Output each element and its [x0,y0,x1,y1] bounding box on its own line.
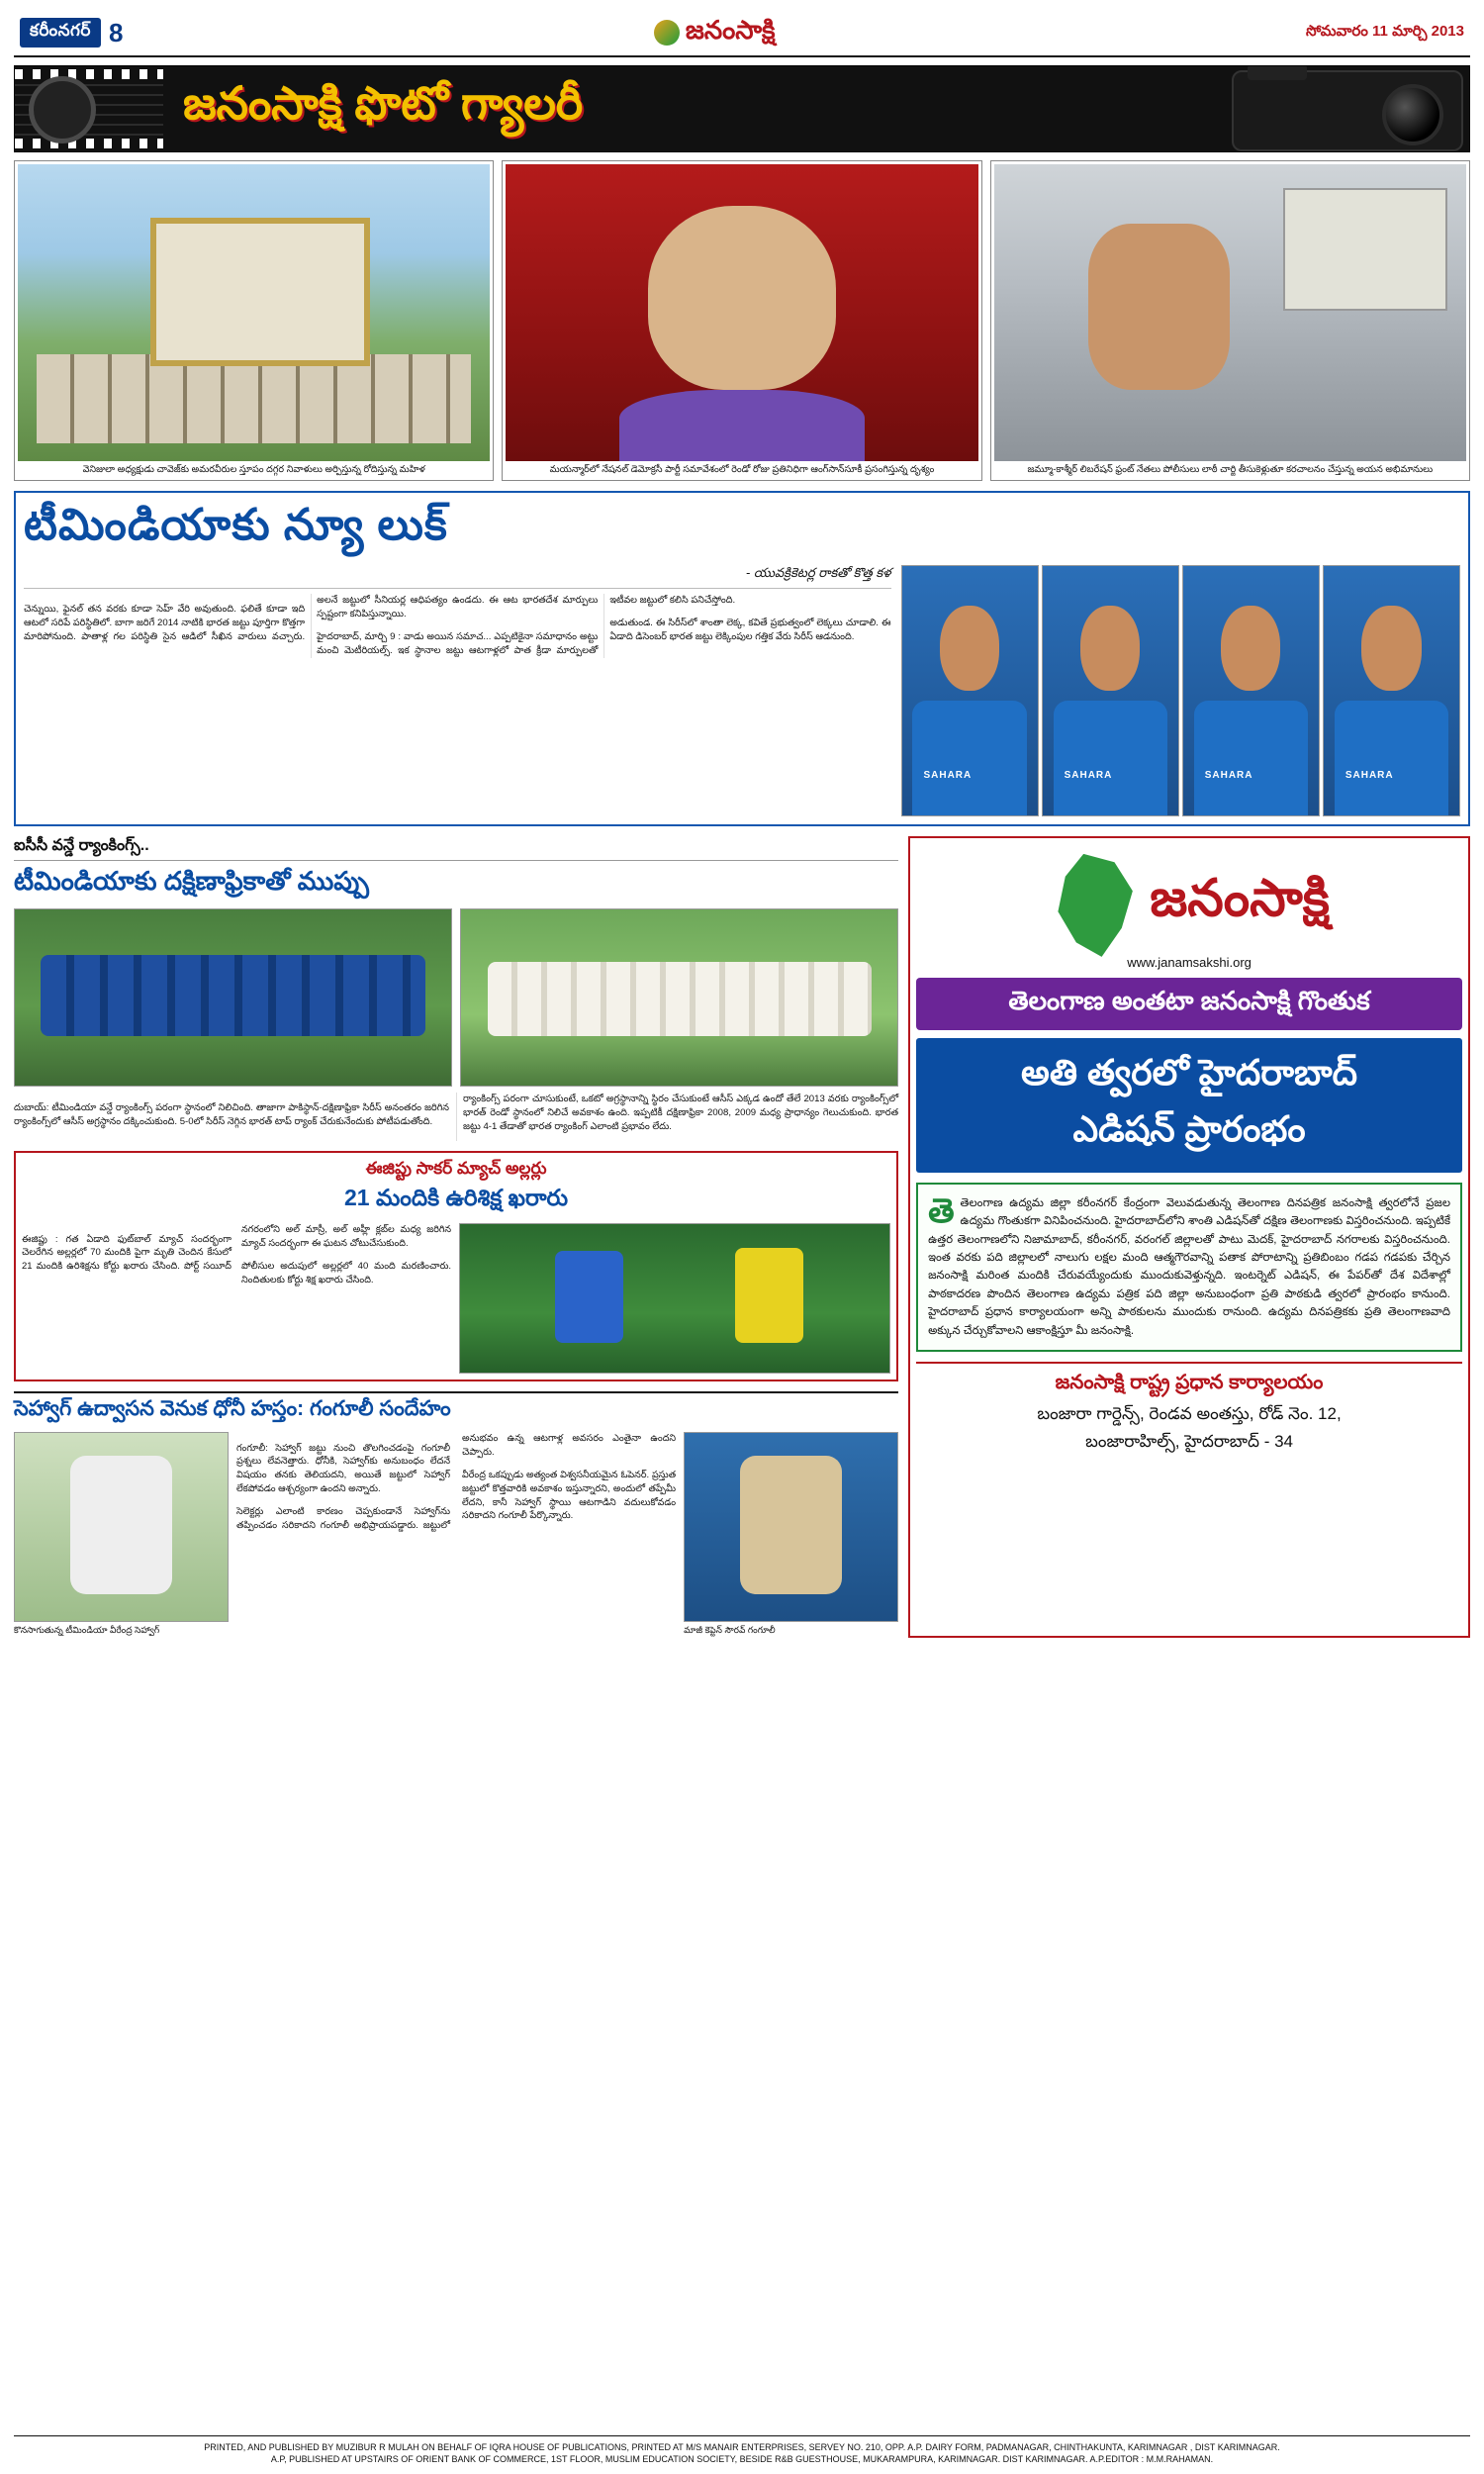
ganguly-photo [684,1432,898,1622]
player-jersey [1194,701,1308,815]
ganguly-photo-block [684,1432,898,1638]
new-look-para-1: చెన్నుయి, ఫైనల్ తన వరకు కూడా సెహ్ వేరి అవుతుంది. ఫలితే కూడా ఇది ఆటలో సరిపే పరిస్థితిలో. బాగా జరిగే 2014 నాటికి భారత జట్టు పూర్తిగా కొత్తగా మారిపోనుంది. పాతాళ్ల గల పరిస్థితి సైన ఆడిలో సీఖిన వారులు వచ్చారు. అలనే జట్టులో సీనియర్ల ఆధిపత్యం ఉండదు. ఈ ఆట భారతదేశ మార్పులు స్పష్టంగా కనిపిస్తున్నాయి. [24,594,599,643]
ad-office-block [916,1362,1462,1456]
football-kicker: ఈజిప్టు సాకర్ మ్యాచ్ అల్లర్లు [365,1159,547,1179]
icc-body [14,1093,898,1141]
player-pujara-photo [1042,565,1179,816]
masthead [14,10,1470,57]
imprint-line-2: A.P, PUBLISHED AT UPSTAIRS OF ORIENT BANK OF COMMERCE, 1ST FLOOR, MUSLIM EDUCATION SOCIETY, BESIDE R&B GUESTHOUSE, MUKARAMPURA, KARIMNAGAR. DIST KARIMNAGAR. A.P.EDITOR : M.M.RAHAMAN. [270,2454,1214,2465]
edition-block [20,18,123,48]
player-face [940,606,999,691]
photo-gallery-banner [14,65,1470,152]
imprint-footer [14,2435,1470,2466]
leaf-icon [654,20,680,46]
sehwag-para-3: వీరేంద్ర ఒకప్పుడు అత్యంత విశ్వసనీయమైన ఓపెనర్. ప్రస్తుత జట్టులో కొత్తవారికి అవకాశం ఇస్తున్నారని, అందులో తప్పేమీ లేదని, కానీ సెహ్వాగ్ స్థాయి ఆటగాడిని వదులుకోవడం సరికాదని గంగూలీ పేర్కొన్నారు. [462,1470,677,1522]
new-look-columns [24,594,891,658]
page-number: 8 [109,17,124,48]
player-face [1221,606,1280,691]
sehwag-text [236,1432,676,1638]
south-africa-test-team-photo [460,908,898,1087]
icc-headline: టీమిండియాకు దక్షిణాఫ్రికాతో ముప్పు [14,865,369,896]
player-virat-photo [901,565,1039,816]
player-bhuvneshwar-photo [1182,565,1320,816]
ad-body-box [916,1183,1462,1352]
ad-tagline: తెలంగాణ అంతటా జనంసాక్షి గొంతుక [916,978,1462,1030]
lower-grid [14,836,1470,1638]
sehwag-photo-block [14,1432,229,1638]
sehwag-photo [14,1432,229,1622]
new-look-headline: టీమిండియాకు న్యూ లుక్ [24,500,448,549]
player-jersey [1054,701,1167,815]
photo-caption-2: మయన్మార్‌లో నేషనల్ డెమోక్రసీ పార్టీ సమావేశంలో రెండో రోజు ప్రతినిధిగా ఆంగ్‌సాన్‌సూకీ ప్రసంగిస్తున్న దృశ్యం [549,464,935,475]
player-dhawan-photo [1323,565,1460,816]
imprint-line-1: PRINTED, AND PUBLISHED BY MUZIBUR R MULAH ON BEHALF OF IQRA HOUSE OF PUBLICATIONS, PRINTED AT M/S MANAIR ENTERPRISES, SERVEY NO. 210, OPP. A.P. DAIRY FORM, PADMANAGAR, CHINTHAKUNTA, KARIMNAGAR , DIST KARIMNAGAR. [204,2441,1280,2452]
icc-para-1: దుబాయ్: టీమిండియా వన్డే ర్యాంకింగ్స్ పరంగా స్థానంలో నిలిచింది. తాజాగా పాకిస్థాన్-దక్షిణాఫ్రికా సిరీస్ అనంతరం జరిగిన ర్యాంకింగ్స్‌లో ఆసీస్ అగ్రస్థానం దక్కించుకుంది. 5-0లో సిరీస్ నెగ్గిన భారత్ టాప్ ర్యాంక్ చేరుకునేందుకు పోటీపడుతోంది. [14,1102,450,1128]
sehwag-figure [70,1456,172,1595]
football-article [14,1151,898,1381]
player-face [1080,606,1140,691]
camera-icon [1232,70,1463,151]
film-reel-icon [29,76,96,143]
film-holes-top [15,69,163,79]
ad-announcement [916,1038,1462,1173]
left-column [14,836,898,1638]
paper-logo [654,15,776,51]
ad-logo [916,844,1462,959]
sehwag-photo-caption: కొనసాగుతున్న టీమిండియా వీరేంద్ర సెహ్వాగ్ [14,1625,160,1636]
jersey-sponsor-text: SAHARA [1204,769,1253,781]
ganguly-figure [740,1456,842,1595]
office-address-line-1: బంజారా గార్డెన్స్, రెండవ అంతస్తు, రోడ్ నెం. 12, [1037,1404,1342,1423]
ad-body-text: తెలంగాణ ఉద్యమ జిల్లా కరీంనగర్ కేంద్రంగా వెలువడుతున్న తెలంగాణ దినపత్రిక జనంసాక్షి త్వరలోనే ప్రజల ఉద్యమ గొంతుకగా వినిపించనుంది. హైదరాబాద్‌లోని శాంతి ఎడిషన్‌తో దక్షిణ తెలంగాణకు విస్తరించనుంది. ఇప్పటికే ఉత్తర తెలంగాణలోని నిజామాబాద్, కరీంనగర్, వరంగల్ జిల్లాలతో పాటు మెదక్, హైదరాబాద్ నగరాలకు విస్తరించనుంది. ఇంత వరకు పది జిల్లాలలో నాలుగు లక్షల మంది ఆత్మగౌరవాన్ని పతాక పోరాటాన్ని ప్రతిబింబం గడప గడపకు చేర్చిన జనంసాక్షి మరింత మందికి చేరువయ్యేందుకు ముందుకువెళ్తున్నది. ఇంటర్నెట్ ఎడిషన్, ఈ పేపర్‌తో దేశ విదేశాల్లో పాఠకాదరణ పొందిన తెలంగాణ ఉద్యమ పత్రిక పది జిల్లా అనుబంధంగా ప్రతి పాఠకుడి త్వరలో ప్రారంభం కానుంది. హైదరాబాద్ ప్రధాన కార్యాలయంగా అన్ని పాఠకులను ముందుకు రానుంది. ఉద్యమ దినపత్రికకు ప్రతి తెలంగాణవాది అక్కున చేర్చుకోవాలని ఆకాంక్షిస్తూ మీ జనంసాక్షి. [928,1196,1450,1337]
new-look-para-2: హైదరాబాద్, మార్చి 9 : వాడు అయిన సమాచ... ఎప్పటికైనా సమాధానం అట్టు మంచి మెటీరియల్స్. ఇక స్థానాల జట్టు ఆటగాళ్లలో పాత క్రీడా మార్పులతో ఇటీవల జట్టులో కలిసి పనిచేస్తోంది. [317,594,736,657]
icc-images [14,908,898,1087]
sehwag-headline: సెహ్వాగ్ ఉద్వాసన వెనుక ధోనీ హస్తం: గంగూలీ సందేహం [14,1397,451,1421]
icc-kicker: ఐసీసీ వన్డే ర్యాంకింగ్స్.. [14,836,898,861]
new-look-text-block [24,565,891,816]
football-match-photo [459,1223,890,1374]
new-look-article [14,491,1470,826]
new-look-para-3: అడుతుండ. ఈ సిరీస్‌లో శాంతా లెక్క, కవితే ప్రభుత్వంలో లెక్కలు చూడాలి. ఈ ఏడాది డిసెంబర్ భారత జట్టు లెక్కింపుల గత్తిక వేరు సిరీస్ ఆడనుంది. [609,618,891,643]
football-text [22,1223,451,1374]
icc-ranking-article [14,836,898,1141]
paper-name: జనంసాక్షి [685,14,776,45]
ad-website[interactable]: www.janamsakshi.org [1127,954,1252,970]
sehwag-body [14,1432,898,1638]
new-look-body [24,565,1460,816]
telangana-map-icon [1049,854,1140,957]
venezuela-chavez-tribute-image [18,164,490,461]
sehwag-para-1: గంగూలీ: సెహ్వాగ్ జట్టు నుంచి తొలగించడంపై గంగూలీ ప్రశ్నలు లేవనెత్తారు. ధోనీకి, సెహ్వాగ్‌కు అనుబంధం లేదనే విషయం తనకు తెలియదని, అయితే జట్టులో సెహ్వాగ్ లేకపోవడం ఆశ్చర్యంగా ఉందని అన్నారు. [236,1442,451,1494]
photo-cell-3 [990,160,1470,481]
office-address-line-2: బంజారాహిల్స్, హైదరాబాద్ - 34 [1085,1432,1293,1451]
sehwag-article [14,1391,898,1638]
player-jersey [912,701,1026,815]
jersey-sponsor-text: SAHARA [923,769,973,781]
photo-row [14,160,1470,481]
photo-cell-2 [502,160,981,481]
photo-caption-3: జమ్మూ-కాశ్మీర్ లిబరేషన్ ఫ్రంట్ నేతలు పోలీసులు లాఠీ చార్జి తీసుకెళ్లుతూ కరచాలనం చేస్తున్న అయన అభిమానులు [1027,464,1434,475]
dateline: సోమవారం 11 మార్చి 2013 [1305,22,1464,40]
ad-announce-line-1: అతి త్వరలో హైదరాబాద్ [1021,1051,1358,1093]
jersey-sponsor-text: SAHARA [1345,769,1394,781]
advertisement-column [908,836,1470,1638]
ganguly-photo-caption: మాజీ కెప్టెన్ సౌరవ్ గంగూలీ [684,1625,776,1636]
gallery-title: జనంసాక్షి ఫొటో గ్యాలరీ [183,77,584,129]
icc-para-2: ర్యాంకింగ్స్ పరంగా చూసుకుంటే, ఒకటో అగ్రస్థానాన్ని స్థిరం చేసుకుంటే ఆసీస్ ఎక్కడ ఉందో తేలే 2013 వరకు ర్యాంకింగ్స్‌లో భారత్ రెండో స్థానంలో నిలిచే అవకాశం ఉంది. ఇప్పటికీ దక్షిణాఫ్రికా 2008, 2009 మధ్య ప్రాధాన్యం గెలుచుకుంది. భారత జట్టు 4-1 తేడాతో భారత ర్యాంకింగ్ ఎలాంటి ప్రభావం లేదు. [463,1093,899,1132]
india-odi-team-photo [14,908,452,1087]
drop-cap: తె [928,1191,955,1230]
football-body-row [22,1223,890,1374]
sehwag-para-2: సెలెక్టర్లు ఎలాంటి కారణం చెప్పకుండానే సెహ్వాగ్‌ను తప్పించడం సరికాదని గంగూలీ అభిప్రాయపడ్డారు. జట్టులో అనుభవం ఉన్న ఆటగాళ్ల అవసరం ఎంతైనా ఉందని చెప్పారు. [236,1433,677,1531]
jersey-sponsor-text: SAHARA [1064,769,1113,781]
new-look-subhead: - యువక్రికెటర్ల రాకతో కొత్త కళ [24,565,891,589]
film-holes-bottom [15,139,163,148]
photo-caption-1: వెనిజులా అధ్యక్షుడు చావెజ్‌కు అమరవీరుల స్తూపం దగ్గర నివాళులు అర్పిస్తున్న రోదిస్తున్న మహిళ [82,464,425,475]
player-jersey [1335,701,1448,815]
player-photo-strip [901,565,1460,816]
ad-brand-name: జనంసాక్షి [1150,870,1330,928]
kashmir-protest-image [994,164,1466,461]
office-title: జనంసాక్షి రాష్ట్ర ప్రధాన కార్యాలయం [1055,1372,1324,1393]
edition-name: కరీంనగర్ [20,18,101,48]
aung-san-suu-kyi-speech-image [506,164,977,461]
football-para-1: ఈజిప్టు : గత ఏడాది ఫుట్‌బాల్ మ్యాచ్ సందర్భంగా చెలరేగిన అల్లర్లలో 70 మందికి పైగా మృతి చెందిన కేసులో 21 మందికి ఉరిశిక్షను కోర్టు ఖరారు చేసింది. పోర్ట్ సయీద్ నగరంలోని అల్ మాస్రీ, అల్ అహ్లీ క్లబ్‌ల మధ్య జరిగిన మ్యాచ్ సందర్భంగా ఈ ఘటన చోటుచేసుకుంది. [22,1224,452,1273]
player-face [1361,606,1421,691]
photo-cell-1 [14,160,494,481]
football-para-2: పోలీసుల అదుపులో అల్లర్లలో 40 మంది మరణించారు. నిందితులకు కోర్టు శిక్ష ఖరారు చేసింది. [241,1261,452,1285]
ad-announce-line-2: ఎడిషన్ ప్రారంభం [1072,1107,1306,1149]
football-headline: 21 మందికి ఉరిశిక్ష ఖరారు [343,1185,569,1211]
